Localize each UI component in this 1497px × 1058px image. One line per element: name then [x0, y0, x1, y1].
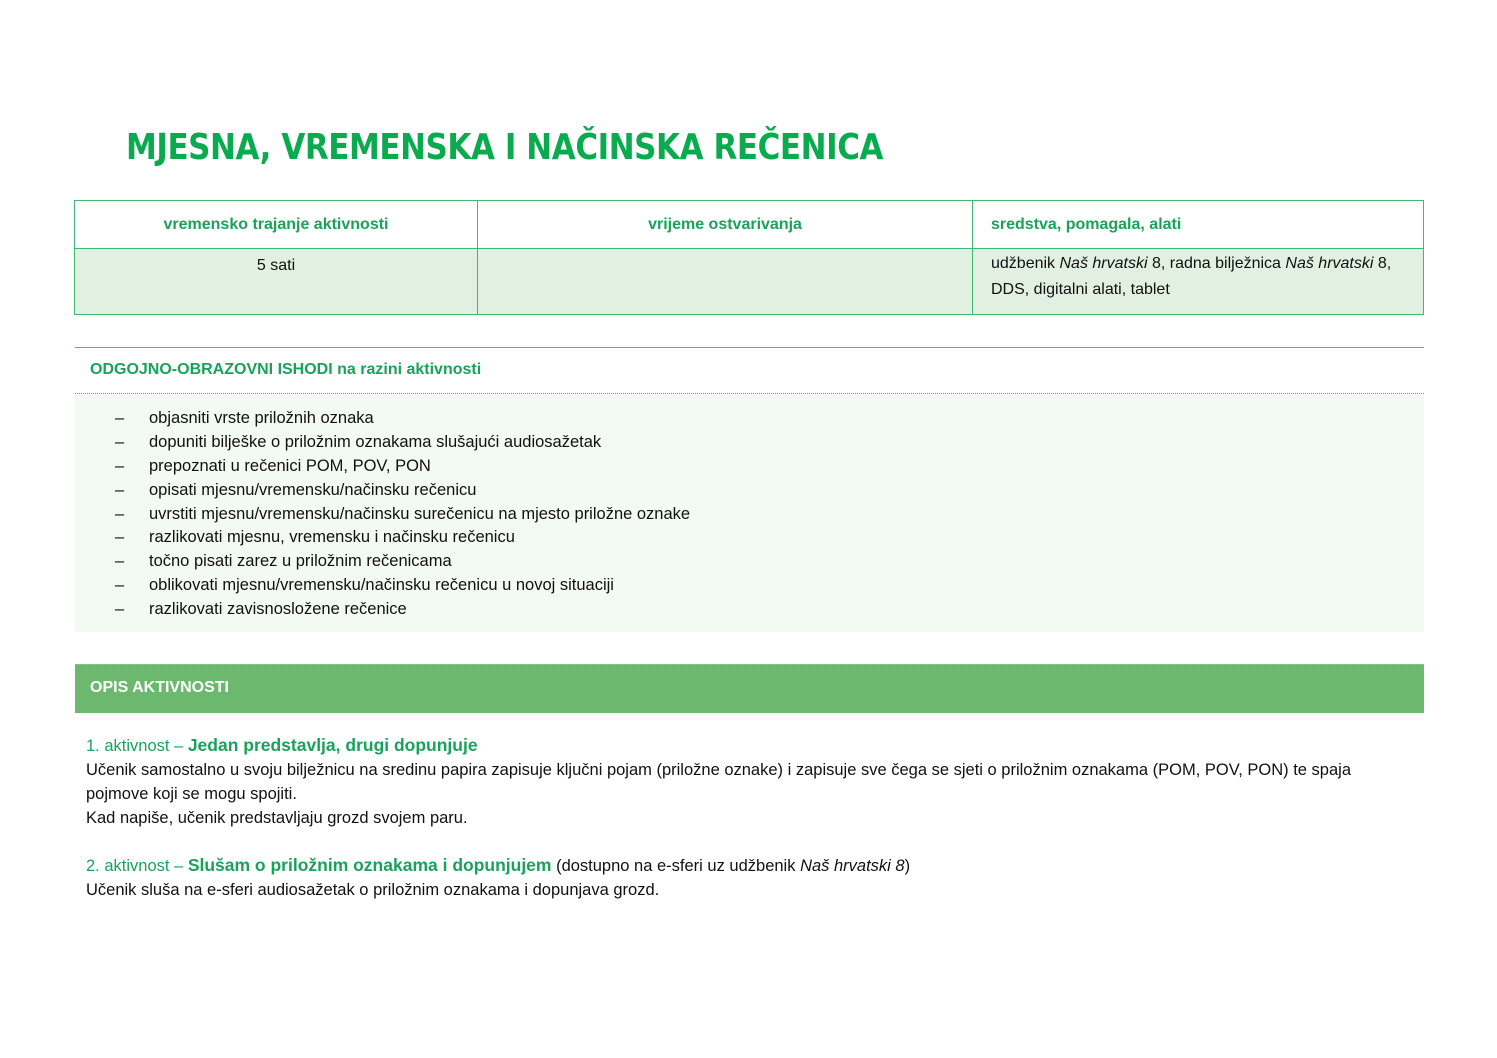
- outcome-item: [75, 407, 1424, 431]
- dash-bullet-icon: –: [115, 432, 125, 451]
- outcome-text: prepoznati u rečenici POM, POV, PON: [149, 456, 431, 475]
- info-table-data-row: [75, 249, 1424, 315]
- outcome-item: [75, 479, 1424, 503]
- description-heading: OPIS AKTIVNOSTI: [90, 679, 229, 696]
- outcome-text: objasniti vrste priložnih oznaka: [149, 409, 374, 427]
- outcome-item: [75, 598, 1424, 622]
- outcome-item: [75, 431, 1424, 455]
- dash-bullet-icon: –: [115, 480, 125, 499]
- activity-2-availability-note: [551, 857, 910, 875]
- activity-1-name: Jedan predstavlja, drugi dopunjuje: [187, 735, 478, 755]
- outcome-text: uvrstiti mjesnu/vremensku/načinsku surečenicu na mjesto priložne oznake: [149, 504, 691, 523]
- outcomes-section-body: [75, 395, 1424, 632]
- activity-1-paragraph-1: Učenik samostalno u svoju bilježnicu na sredinu papira zapisuje ključni pojam (priložne oznake) i zapisuje sve čega se sjeti o priložnim oznakama (POM, POV, PON) te spaja pojmove koji se mogu spojiti.: [86, 761, 1351, 803]
- activity-2-paragraph-1: Učenik sluša na e-sferi audiosažetak o priložnim oznakama i dopunjava grozd.: [86, 881, 660, 899]
- availability-prefix: (dostupno na e-sferi uz udžbenik: [551, 857, 801, 875]
- description-section-header: [75, 664, 1424, 713]
- dash-bullet-icon: –: [115, 456, 125, 475]
- outcome-text: razlikovati mjesnu, vremensku i načinsku rečenicu: [149, 528, 515, 547]
- outcome-item: [75, 526, 1424, 550]
- activity-1-number: 1. aktivnost –: [86, 737, 188, 755]
- availability-suffix: ): [904, 857, 911, 875]
- resources-text-1: udžbenik: [991, 255, 1060, 272]
- outcome-item: [75, 503, 1424, 527]
- dash-bullet-icon: –: [115, 528, 125, 547]
- outcome-item: [75, 574, 1424, 598]
- outcomes-list: [75, 395, 1424, 622]
- resources-book-title-1: Naš hrvatski: [1059, 255, 1148, 272]
- outcome-item: [75, 455, 1424, 479]
- dash-bullet-icon: –: [115, 504, 125, 523]
- outcome-text: opisati mjesnu/vremensku/načinsku rečenicu: [149, 480, 477, 499]
- activity-1-title: [86, 733, 1416, 758]
- header-time-of-realization: vrijeme ostvarivanja: [478, 201, 973, 249]
- activity-2-title: [86, 853, 1416, 878]
- resources-text-3: 8, DDS, digitalni alati, tablet: [991, 255, 1392, 298]
- activity-2-name: Slušam o priložnim oznakama i dopunjujem: [187, 855, 552, 875]
- outcome-text: razlikovati zavisnosložene rečenice: [149, 600, 407, 619]
- dash-bullet-icon: –: [115, 552, 125, 571]
- activity-2-number: 2. aktivnost –: [86, 857, 188, 875]
- outcome-item: [75, 550, 1424, 574]
- dash-bullet-icon: –: [115, 576, 125, 595]
- dash-bullet-icon: –: [115, 600, 125, 619]
- header-resources: sredstva, pomagala, alati: [973, 201, 1424, 249]
- dash-bullet-icon: –: [115, 409, 125, 427]
- page-title: MJESNA, VREMENSKA I NAČINSKA REČENICA: [126, 127, 884, 168]
- cell-duration: 5 sati: [75, 249, 478, 315]
- outcomes-section-header: [75, 347, 1424, 394]
- activity-1: [86, 733, 1416, 830]
- info-table: [74, 200, 1424, 315]
- resources-text-2: 8, radna bilježnica: [1147, 255, 1286, 272]
- header-duration: vremensko trajanje aktivnosti: [75, 201, 478, 249]
- outcome-text: oblikovati mjesnu/vremensku/načinsku rečenicu u novoj situaciji: [149, 576, 614, 595]
- cell-resources: [973, 249, 1424, 315]
- activity-1-paragraph-2: Kad napiše, učenik predstavljaju grozd svojem paru.: [86, 809, 468, 827]
- outcome-text: točno pisati zarez u priložnim rečenicama: [149, 552, 452, 571]
- outcome-text: dopuniti bilješke o priložnim oznakama slušajući audiosažetak: [149, 432, 602, 451]
- info-table-header-row: [75, 201, 1424, 249]
- activity-2: [86, 853, 1416, 902]
- outcomes-heading: ODGOJNO-OBRAZOVNI ISHODI na razini aktivnosti: [90, 361, 482, 378]
- resources-book-title-2: Naš hrvatski: [1285, 255, 1374, 272]
- cell-time-of-realization: [478, 249, 973, 315]
- availability-book-title: Naš hrvatski 8: [800, 857, 905, 875]
